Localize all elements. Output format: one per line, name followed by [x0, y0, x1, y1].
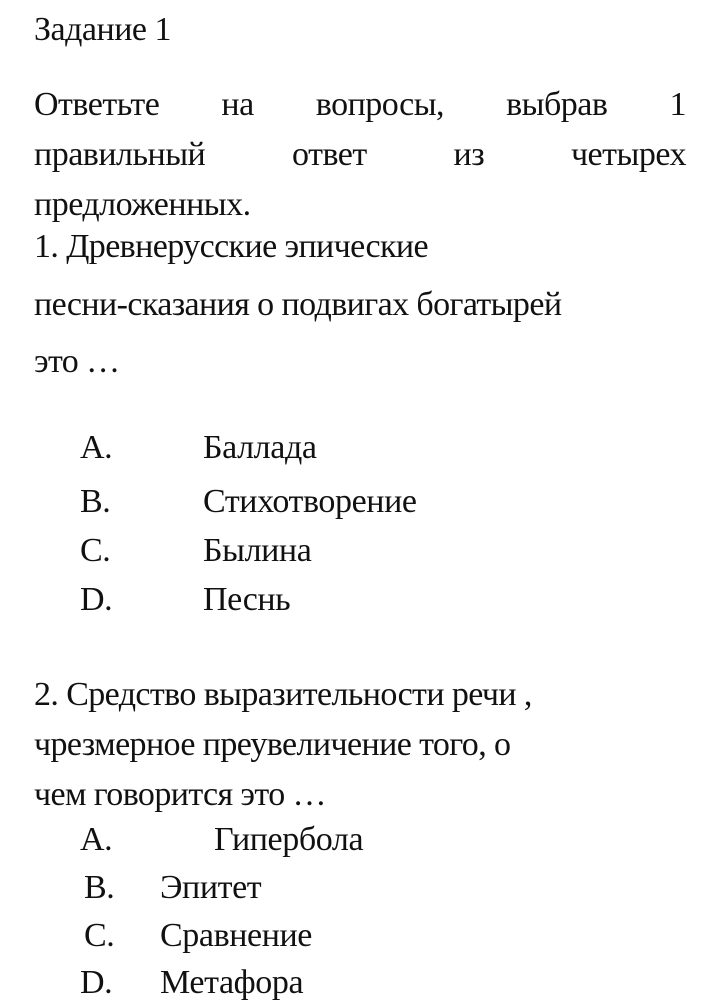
q2-option-c-letter: C.: [84, 917, 115, 954]
instruction-word: Ответьте: [34, 86, 160, 123]
instruction-line-2: [34, 130, 686, 180]
instruction-line-3: [34, 180, 686, 230]
instruction-word: правильный: [34, 136, 206, 173]
q1-option-c-text: Былина: [203, 532, 312, 569]
question-2-line-1: 2. Средство выразительности речи ,: [34, 676, 532, 713]
q2-option-b-letter: B.: [84, 869, 115, 906]
instruction-word: вопросы,: [315, 86, 445, 123]
q1-option-b-letter: B.: [80, 483, 111, 520]
q2-option-a-text: Гипербола: [214, 821, 364, 858]
question-2-line-3: чем говорится это …: [34, 776, 326, 813]
instruction-line-1: [34, 80, 686, 130]
q2-option-b-text: Эпитет: [160, 869, 262, 906]
q1-option-c-letter: C.: [80, 532, 111, 569]
instruction-word: ответ: [292, 136, 367, 173]
q1-option-a-text: Баллада: [203, 429, 317, 466]
question-1-line-3: это …: [34, 343, 120, 380]
question-2-line-2: чрезмерное преувеличение того, о: [34, 726, 511, 763]
instruction-word: четырех: [570, 136, 686, 173]
instruction-word: из: [453, 136, 485, 173]
instruction-word: выбрав: [506, 86, 608, 123]
question-1-line-1: 1. Древнерусские эпические: [34, 228, 428, 265]
instruction-word: предложенных.: [34, 186, 251, 223]
q1-option-b-text: Стихотворение: [203, 483, 417, 520]
q1-option-a-letter: A.: [80, 429, 113, 466]
q1-option-d-text: Песнь: [203, 581, 291, 618]
q2-option-c-text: Сравнение: [160, 917, 312, 954]
q2-option-a-letter: A.: [80, 821, 113, 858]
task-instruction: [34, 80, 686, 230]
q1-option-d-letter: D.: [80, 581, 113, 618]
q2-option-d-text: Метафора: [160, 964, 304, 1001]
task-title: Задание 1: [34, 11, 171, 48]
question-1-line-2: песни-сказания о подвигах богатырей: [34, 286, 562, 323]
instruction-word: 1: [669, 86, 686, 123]
q2-option-d-letter: D.: [80, 964, 113, 1001]
instruction-word: на: [221, 86, 254, 123]
